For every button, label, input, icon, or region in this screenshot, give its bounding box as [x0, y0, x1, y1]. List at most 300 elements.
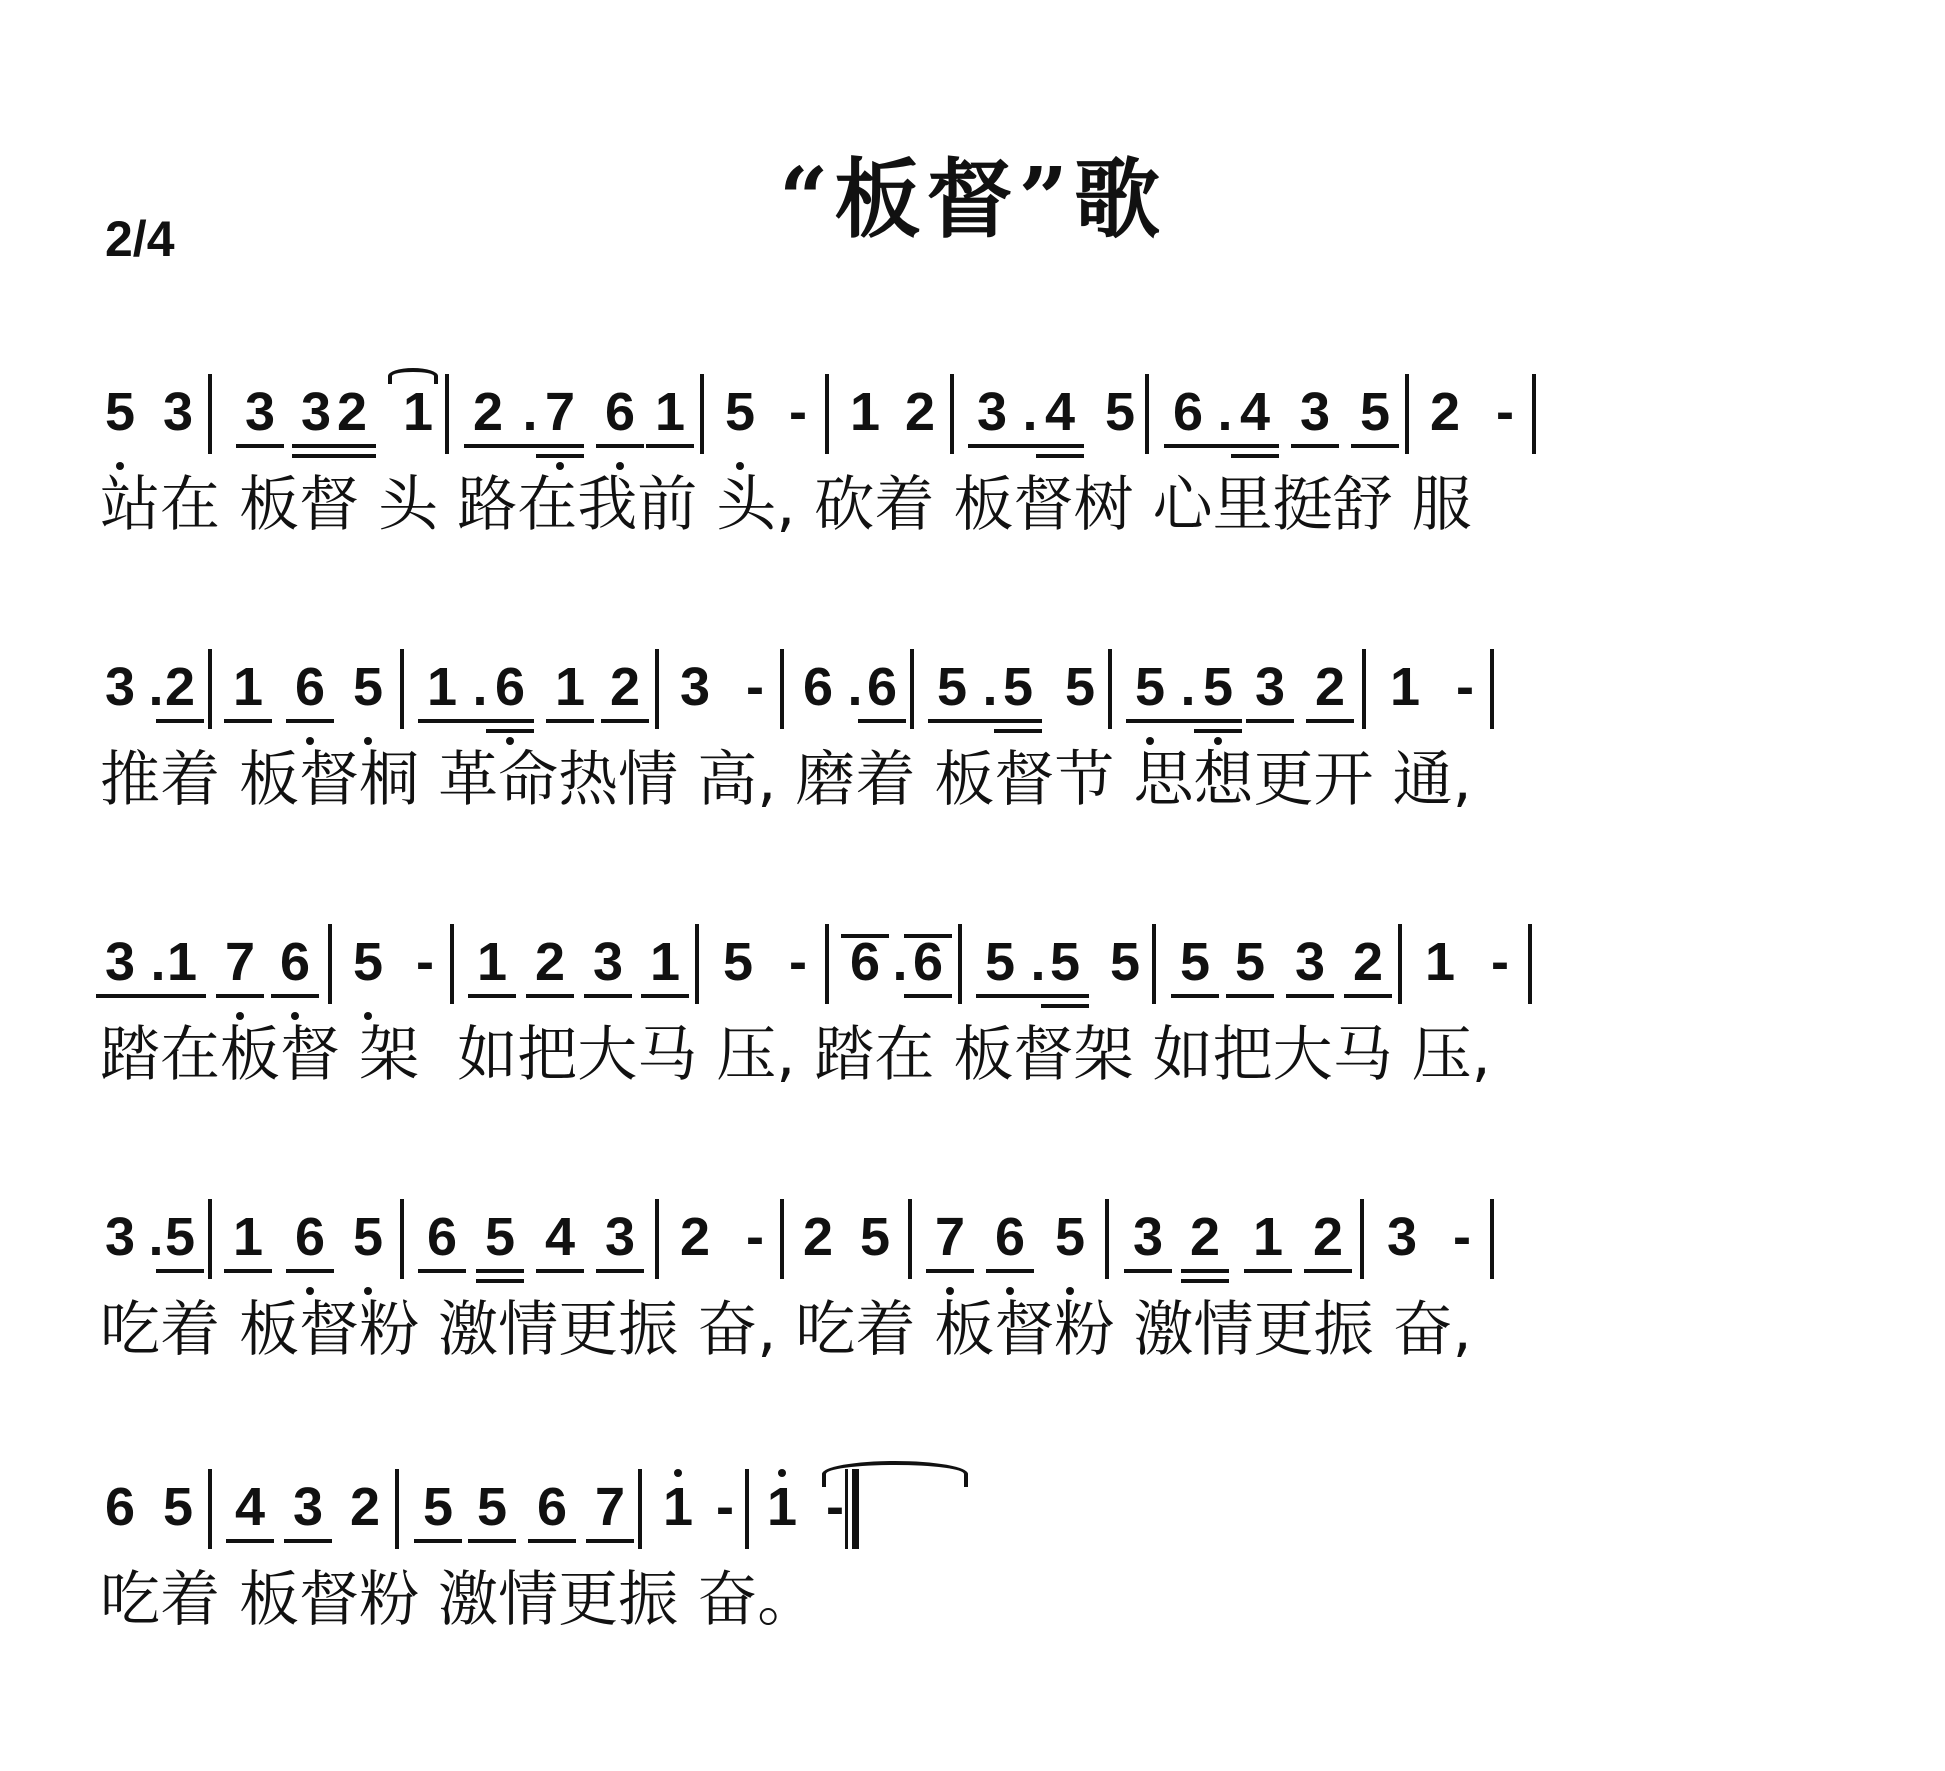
note-text: 1 — [232, 657, 264, 717]
note-digit — [998, 657, 1038, 717]
eighth-underline — [1304, 1269, 1352, 1273]
bar-line — [1490, 1199, 1494, 1279]
note-digit — [720, 382, 760, 442]
note-digit — [540, 1207, 580, 1267]
note-digit — [762, 1477, 802, 1537]
note-text: 3 — [1294, 932, 1326, 992]
eighth-underline — [468, 994, 516, 998]
note-text: - — [1453, 1207, 1471, 1267]
note-digit — [600, 382, 640, 442]
note-digit — [1348, 932, 1388, 992]
note-digit — [1382, 1207, 1422, 1267]
bar-line — [395, 1469, 399, 1549]
eighth-underline — [468, 1539, 516, 1543]
notation-line — [100, 645, 1900, 735]
low-octave-dot — [364, 737, 372, 745]
note-digit — [418, 1477, 458, 1537]
note-digit — [348, 932, 388, 992]
note-text: 5 — [722, 932, 754, 992]
note-digit — [1105, 932, 1145, 992]
note-text: . — [148, 1207, 164, 1267]
eighth-underline — [1344, 994, 1392, 998]
bar-line — [1405, 374, 1409, 454]
note-text: 2 — [904, 382, 936, 442]
note-digit — [550, 657, 590, 717]
low-octave-dot — [506, 737, 514, 745]
note-text: . — [847, 657, 863, 717]
note-text: 4 — [1044, 382, 1076, 442]
note-digit — [240, 382, 280, 442]
note-text: - — [1456, 657, 1474, 717]
note-digit — [605, 657, 645, 717]
note-text: 3 — [104, 1207, 136, 1267]
note-text: . — [1217, 382, 1233, 442]
note-text: 2 — [164, 657, 196, 717]
bar-line — [1145, 374, 1149, 454]
note-text: 6 — [104, 1477, 136, 1537]
bar-line — [328, 924, 332, 1004]
bar-line — [908, 1199, 912, 1279]
eighth-underline — [926, 1269, 974, 1273]
note-digit — [422, 1207, 462, 1267]
note-text: 5 — [352, 932, 384, 992]
note-digit — [230, 1477, 270, 1537]
note-text: 5 — [1104, 382, 1136, 442]
note-digit — [990, 1207, 1030, 1267]
note-digit — [590, 1477, 630, 1537]
note-digit — [480, 1207, 520, 1267]
note-text: - — [1491, 932, 1509, 992]
note-digit — [158, 382, 198, 442]
note-text: 6 — [1172, 382, 1204, 442]
eighth-underline — [526, 994, 574, 998]
sixteenth-underline — [1036, 454, 1084, 458]
note-text: 3 — [679, 657, 711, 717]
note-digit — [1250, 657, 1290, 717]
sustain-dash — [735, 657, 775, 717]
eighth-underline — [641, 994, 689, 998]
note-text: - — [789, 932, 807, 992]
sustain-dash — [778, 932, 818, 992]
note-digit — [468, 382, 508, 442]
note-text: - — [1496, 382, 1514, 442]
low-octave-dot — [116, 462, 124, 470]
note-digit — [1168, 382, 1208, 442]
song-title: “板督”歌 — [779, 149, 1166, 250]
bar-line — [655, 649, 659, 729]
note-text: . — [522, 382, 538, 442]
note-digit — [348, 1207, 388, 1267]
note-text: - — [826, 1477, 844, 1537]
note-text: 5 — [1054, 1207, 1086, 1267]
bar-line — [1528, 924, 1532, 1004]
note-text: . — [892, 932, 908, 992]
eighth-underline — [1041, 994, 1089, 998]
lyrics-line: 踏在板督 架 如把大马 压, 踏在 板督架 如把大马 压, — [100, 1020, 1491, 1090]
note-digit — [658, 1477, 698, 1537]
eighth-underline — [1244, 1269, 1292, 1273]
note-digit — [1060, 657, 1100, 717]
note-text: 1 — [232, 1207, 264, 1267]
note-text: 5 — [1359, 382, 1391, 442]
low-octave-dot — [1214, 737, 1222, 745]
note-text: 4 — [1239, 382, 1271, 442]
eighth-underline — [1246, 719, 1294, 723]
bar-line — [450, 924, 454, 1004]
bar-line — [1532, 374, 1536, 454]
note-digit — [1185, 1207, 1225, 1267]
bar-line — [780, 649, 784, 729]
note-digit — [290, 1207, 330, 1267]
note-digit — [718, 932, 758, 992]
bar-line — [1152, 924, 1156, 1004]
bar-line — [950, 374, 954, 454]
note-text: 1 — [766, 1477, 798, 1537]
low-octave-dot — [556, 462, 564, 470]
bar-line — [208, 374, 212, 454]
eighth-underline — [528, 1539, 576, 1543]
note-text: 3 — [1386, 1207, 1418, 1267]
note-digit — [398, 382, 438, 442]
note-digit — [100, 382, 140, 442]
eighth-underline — [536, 1269, 584, 1273]
note-digit — [1310, 657, 1350, 717]
note-text: 4 — [544, 1207, 576, 1267]
bar-line — [1490, 649, 1494, 729]
bar-line — [1398, 924, 1402, 1004]
sustain-dash — [735, 1207, 775, 1267]
eighth-underline — [271, 994, 319, 998]
note-digit — [1130, 657, 1170, 717]
note-digit — [798, 657, 838, 717]
note-text: 2 — [802, 1207, 834, 1267]
eighth-underline — [414, 1539, 462, 1543]
notation-line — [100, 920, 1900, 1010]
eighth-underline — [1291, 444, 1339, 448]
bar-line — [825, 374, 829, 454]
eighth-underline — [546, 719, 594, 723]
eighth-underline — [1181, 1269, 1229, 1273]
notation-line — [100, 1195, 1900, 1285]
note-text: 6 — [536, 1477, 568, 1537]
note-text: 5 — [1179, 932, 1211, 992]
lyrics-line: 吃着 板督粉 激情更振 奋, 吃着 板督粉 激情更振 奋, — [100, 1295, 1472, 1365]
note-text: . — [150, 932, 166, 992]
note-text: 1 — [426, 657, 458, 717]
sustain-dash — [1480, 932, 1520, 992]
note-digit — [472, 1477, 512, 1537]
note-text: 3 — [104, 932, 136, 992]
note-text: 5 — [1049, 932, 1081, 992]
eighth-underline — [476, 1269, 524, 1273]
eighth-underline — [601, 719, 649, 723]
sustain-dash — [705, 1477, 745, 1537]
eighth-underline — [1036, 444, 1084, 448]
bar-line — [655, 1199, 659, 1279]
note-text: 5 — [476, 1477, 508, 1537]
note-text: . — [982, 657, 998, 717]
sixteenth-underline — [1181, 1279, 1229, 1283]
note-text: 1 — [1424, 932, 1456, 992]
note-digit — [228, 657, 268, 717]
note-text: 5 — [984, 932, 1016, 992]
note-digit — [422, 657, 462, 717]
note-digit — [1128, 1207, 1168, 1267]
music-system-4 — [100, 1195, 1900, 1395]
note-digit — [855, 1207, 895, 1267]
eighth-underline — [994, 719, 1042, 723]
sixteenth-underline — [328, 454, 376, 458]
note-digit — [980, 932, 1020, 992]
note-digit — [1175, 932, 1215, 992]
note-digit — [1100, 382, 1140, 442]
note-text: 2 — [1189, 1207, 1221, 1267]
note-text: 6 — [294, 657, 326, 717]
note-text: 5 — [936, 657, 968, 717]
low-octave-dot — [236, 1012, 244, 1020]
note-text: 3 — [1254, 657, 1286, 717]
note-text: 6 — [849, 932, 881, 992]
bar-line — [208, 1199, 212, 1279]
eighth-underline — [156, 1269, 204, 1273]
eighth-underline — [586, 1539, 634, 1543]
note-text: 2 — [1312, 1207, 1344, 1267]
sixteenth-underline — [994, 729, 1042, 733]
note-digit — [845, 932, 885, 992]
note-text: 5 — [352, 657, 384, 717]
bar-line — [780, 1199, 784, 1279]
note-text: 3 — [604, 1207, 636, 1267]
low-octave-dot — [364, 1287, 372, 1295]
note-text: 5 — [1202, 657, 1234, 717]
eighth-underline — [536, 444, 584, 448]
note-text: - — [746, 1207, 764, 1267]
note-text: 7 — [544, 382, 576, 442]
note-digit — [1425, 382, 1465, 442]
bar-line — [1105, 1199, 1109, 1279]
note-text: 5 — [1234, 932, 1266, 992]
eighth-underline — [858, 719, 906, 723]
bar-line — [910, 649, 914, 729]
lyrics-line: 推着 板督桐 革命热情 高, 磨着 板督节 思想更开 通, — [100, 745, 1472, 815]
note-text: 2 — [472, 382, 504, 442]
note-text: 2 — [1352, 932, 1384, 992]
note-text: 3 — [1132, 1207, 1164, 1267]
note-digit — [100, 1477, 140, 1537]
note-text: 6 — [866, 657, 898, 717]
eighth-underline — [226, 1539, 274, 1543]
note-text: 5 — [1109, 932, 1141, 992]
note-digit — [472, 932, 512, 992]
note-text: 6 — [279, 932, 311, 992]
note-text: 5 — [1134, 657, 1166, 717]
music-system-2 — [100, 645, 1900, 845]
note-digit — [220, 932, 260, 992]
eighth-underline — [158, 994, 206, 998]
note-digit — [1355, 382, 1395, 442]
eighth-underline — [236, 444, 284, 448]
eighth-underline — [1226, 994, 1274, 998]
eighth-underline — [1286, 994, 1334, 998]
note-digit — [798, 1207, 838, 1267]
note-text: 5 — [164, 1207, 196, 1267]
note-text: 5 — [859, 1207, 891, 1267]
low-octave-dot — [616, 462, 624, 470]
note-digit — [1235, 382, 1275, 442]
note-text: 7 — [934, 1207, 966, 1267]
note-digit — [296, 382, 336, 442]
note-text: 1 — [476, 932, 508, 992]
note-digit — [345, 1477, 385, 1537]
eighth-underline — [286, 1269, 334, 1273]
note-digit — [332, 382, 372, 442]
lyrics-line: 站在 板督 头 路在我前 头, 砍着 板督树 心里挺舒 服 — [100, 470, 1472, 540]
eighth-underline — [986, 1269, 1034, 1273]
sustain-dash — [405, 932, 445, 992]
eighth-underline — [596, 444, 644, 448]
sixteenth-underline — [476, 1279, 524, 1283]
note-text: - — [416, 932, 434, 992]
eighth-underline — [284, 1539, 332, 1543]
slur-mark — [388, 368, 438, 384]
note-text: 4 — [234, 1477, 266, 1537]
note-digit — [540, 382, 580, 442]
note-digit — [275, 932, 315, 992]
note-text: 1 — [554, 657, 586, 717]
bar-line — [445, 374, 449, 454]
note-digit — [900, 382, 940, 442]
high-octave-dot — [674, 1469, 682, 1477]
bar-line — [958, 924, 962, 1004]
note-text: 5 — [422, 1477, 454, 1537]
note-digit — [1050, 1207, 1090, 1267]
note-digit — [530, 932, 570, 992]
bar-line — [700, 374, 704, 454]
low-octave-dot — [946, 1287, 954, 1295]
eighth-underline — [286, 719, 334, 723]
note-digit — [100, 1207, 140, 1267]
note-digit — [932, 657, 972, 717]
note-text: 6 — [604, 382, 636, 442]
note-text: 3 — [244, 382, 276, 442]
sixteenth-underline — [486, 729, 534, 733]
note-text: 3 — [104, 657, 136, 717]
note-digit — [100, 657, 140, 717]
note-digit — [675, 657, 715, 717]
high-octave-dot — [778, 1469, 786, 1477]
low-octave-dot — [1066, 1287, 1074, 1295]
note-text: 6 — [494, 657, 526, 717]
note-text: 7 — [224, 932, 256, 992]
note-digit — [1385, 657, 1425, 717]
sustain-dash — [1485, 382, 1525, 442]
note-digit — [675, 1207, 715, 1267]
note-text: - — [746, 657, 764, 717]
note-text: 3 — [300, 382, 332, 442]
bar-line — [400, 649, 404, 729]
note-text: 7 — [594, 1477, 626, 1537]
eighth-underline — [328, 444, 376, 448]
low-octave-dot — [306, 737, 314, 745]
note-text: 2 — [1314, 657, 1346, 717]
overline-mark — [904, 934, 952, 938]
bar-line — [1360, 1199, 1364, 1279]
bar-line — [208, 1469, 212, 1549]
note-digit — [1040, 382, 1080, 442]
note-text: 2 — [336, 382, 368, 442]
note-digit — [650, 382, 690, 442]
note-text: 5 — [104, 382, 136, 442]
bar-line — [400, 1199, 404, 1279]
note-text: 2 — [1429, 382, 1461, 442]
bar-line — [745, 1469, 749, 1549]
note-text: 1 — [662, 1477, 694, 1537]
note-text: 1 — [654, 382, 686, 442]
music-system-5 — [100, 1465, 1900, 1665]
note-text: 6 — [294, 1207, 326, 1267]
note-text: 1 — [402, 382, 434, 442]
note-digit — [1420, 932, 1460, 992]
note-digit — [1045, 932, 1085, 992]
note-text: 6 — [912, 932, 944, 992]
eighth-underline — [224, 1269, 272, 1273]
eighth-underline — [596, 1269, 644, 1273]
note-text: 1 — [166, 932, 198, 992]
note-text: 3 — [1299, 382, 1331, 442]
eighth-underline — [418, 1269, 466, 1273]
note-digit — [600, 1207, 640, 1267]
note-text: 6 — [802, 657, 834, 717]
note-text: 5 — [352, 1207, 384, 1267]
eighth-underline — [464, 444, 512, 448]
note-digit — [100, 932, 140, 992]
bar-line — [208, 649, 212, 729]
eighth-underline — [584, 994, 632, 998]
time-signature: 2/4 — [105, 211, 175, 267]
note-text: . — [1030, 932, 1046, 992]
tie-mark — [822, 1461, 968, 1487]
note-text: 5 — [724, 382, 756, 442]
note-text: 2 — [534, 932, 566, 992]
low-octave-dot — [1146, 737, 1154, 745]
bar-line — [1362, 649, 1366, 729]
notation-line — [100, 1465, 1900, 1555]
note-text: 5 — [1002, 657, 1034, 717]
note-digit — [228, 1207, 268, 1267]
note-digit — [162, 932, 202, 992]
bar-line — [825, 924, 829, 1004]
eighth-underline — [1351, 444, 1399, 448]
note-text: . — [472, 657, 488, 717]
eighth-underline — [156, 719, 204, 723]
note-digit — [1230, 932, 1270, 992]
sustain-dash — [1445, 657, 1485, 717]
music-system-3 — [100, 920, 1900, 1120]
note-text: 2 — [609, 657, 641, 717]
note-digit — [288, 1477, 328, 1537]
lyrics-line: 吃着 板督粉 激情更振 奋。 — [100, 1565, 818, 1635]
note-text: 1 — [1252, 1207, 1284, 1267]
eighth-underline — [1231, 444, 1279, 448]
eighth-underline — [224, 719, 272, 723]
note-text: . — [1022, 382, 1038, 442]
note-digit — [158, 1477, 198, 1537]
note-text: 1 — [649, 932, 681, 992]
bar-line — [695, 924, 699, 1004]
note-digit — [908, 932, 948, 992]
note-digit — [1290, 932, 1330, 992]
note-text: 6 — [994, 1207, 1026, 1267]
